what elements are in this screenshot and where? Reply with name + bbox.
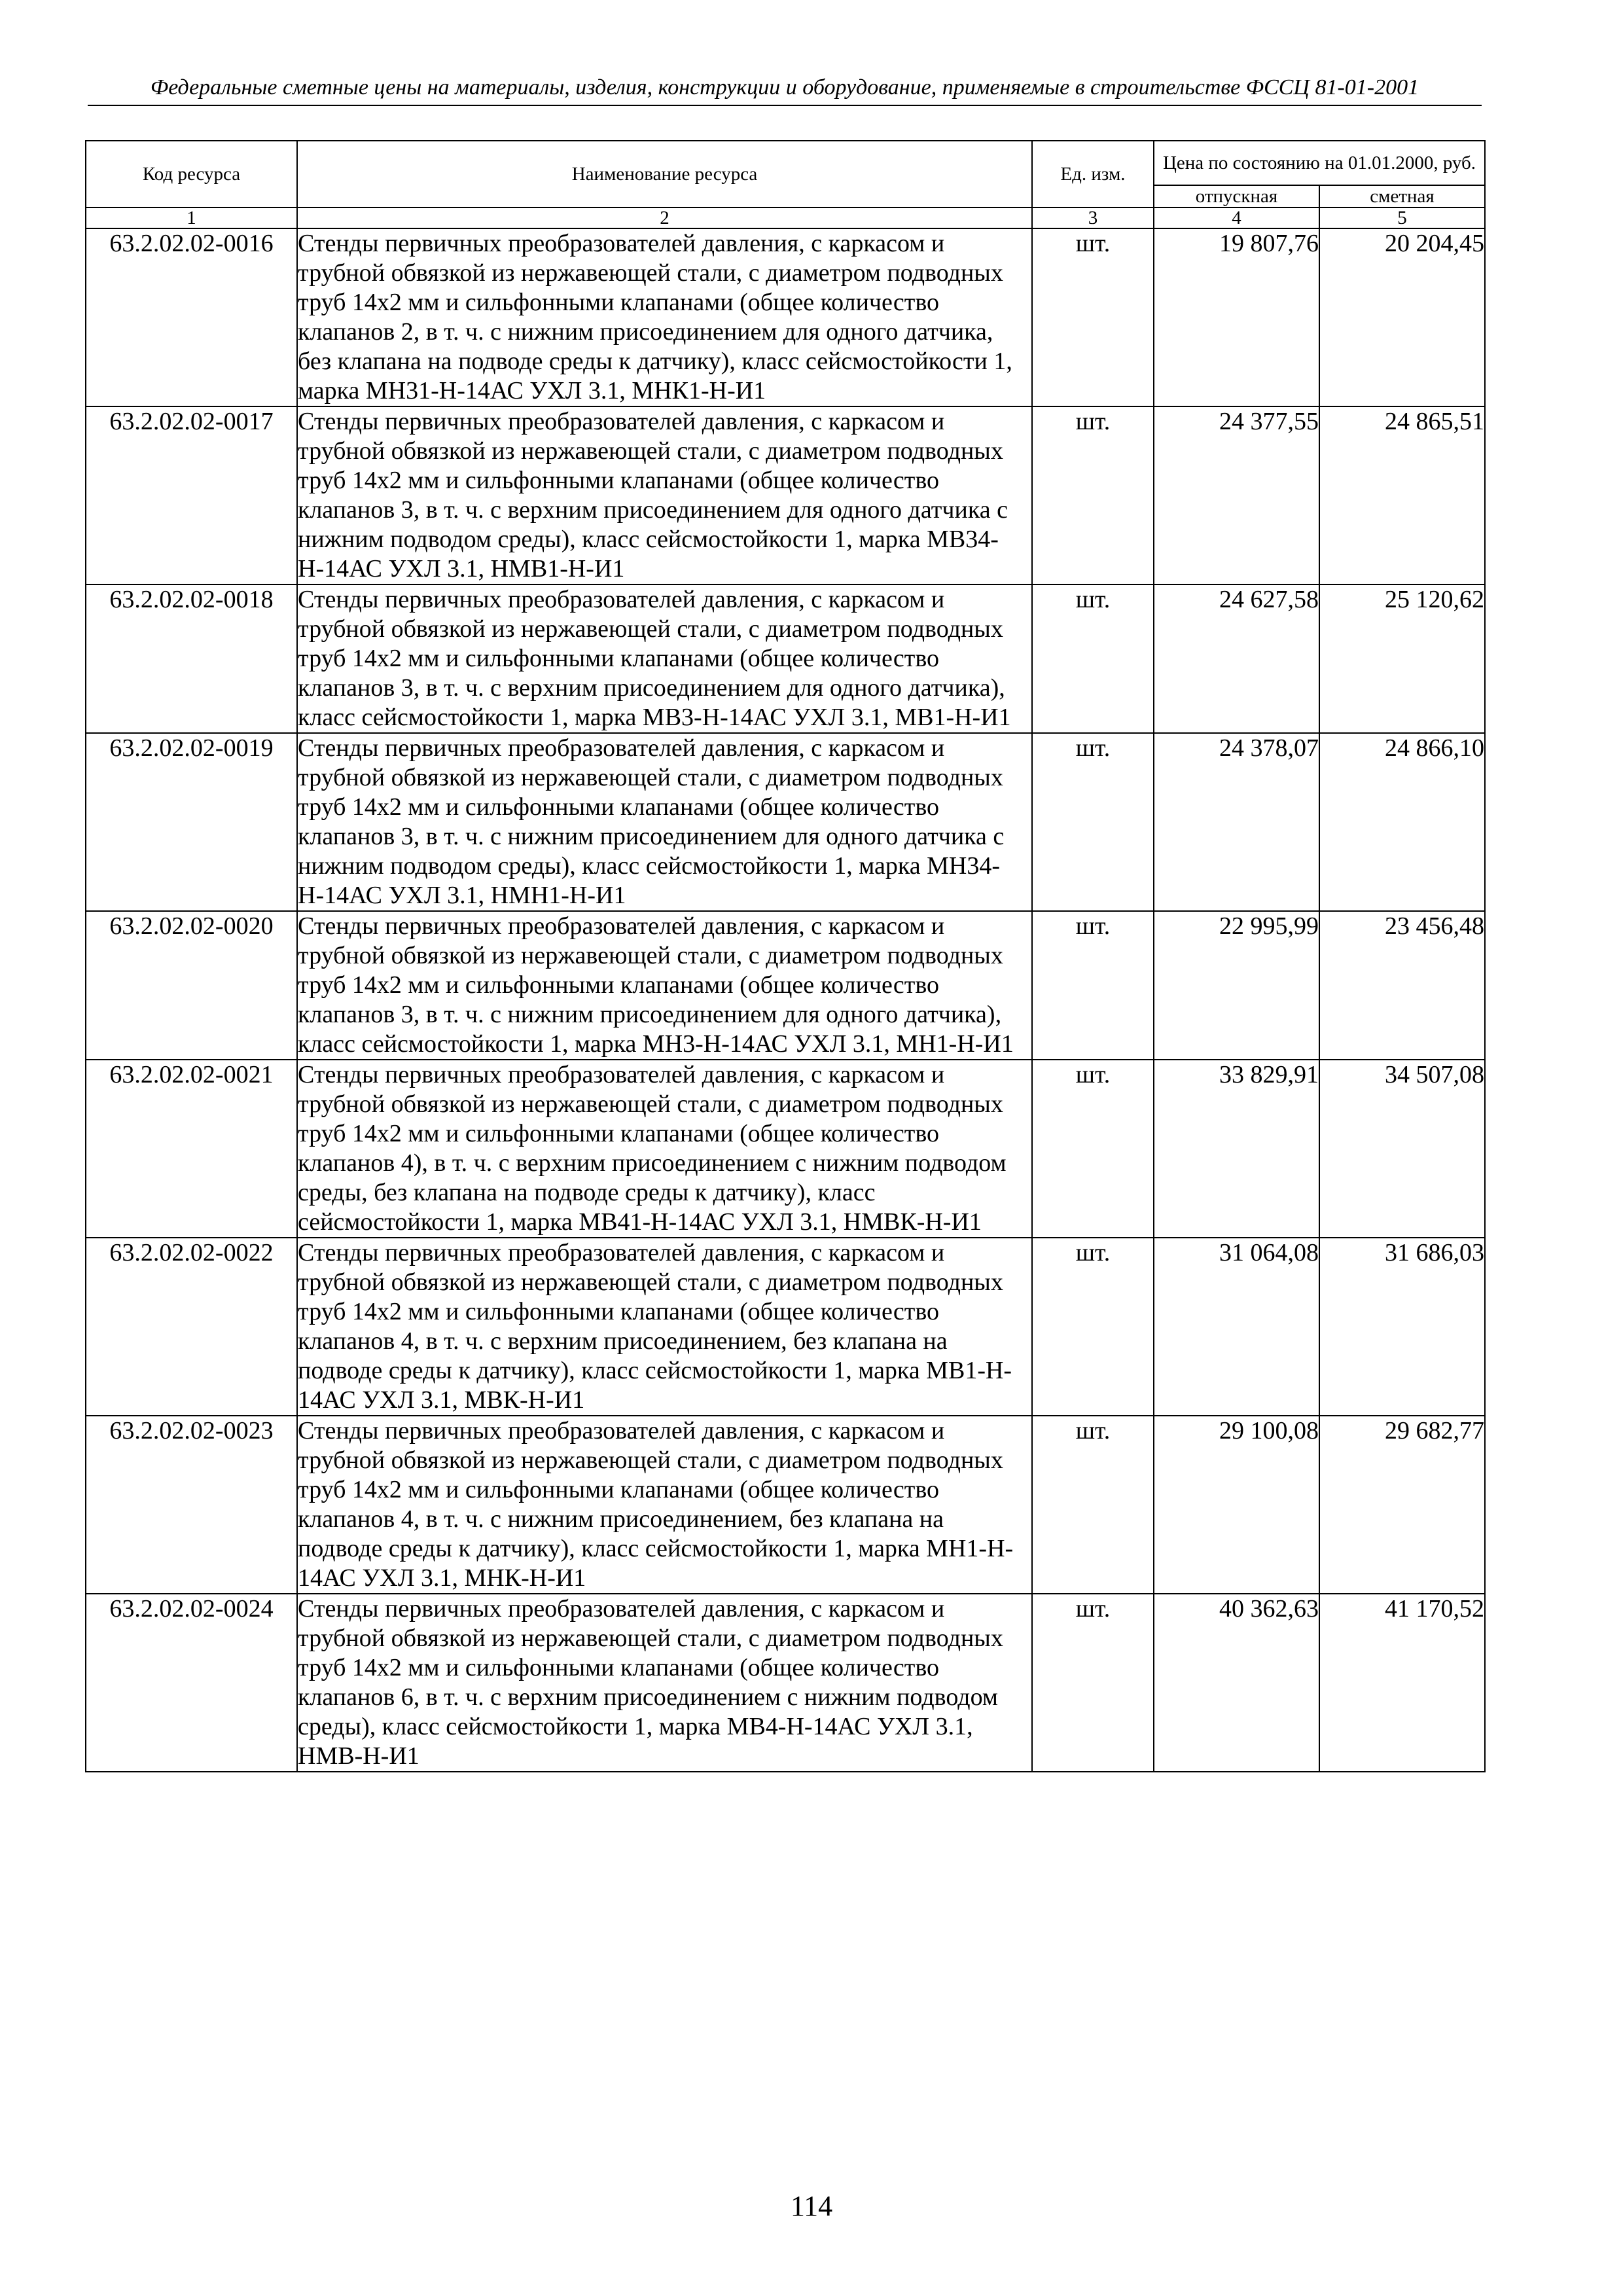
release-price: 40 362,63 <box>1154 1594 1319 1772</box>
resource-code: 63.2.02.02-0022 <box>86 1238 297 1416</box>
resource-name: Стенды первичных преобразователей давления, с каркасом и трубной обвязкой из нержавеющей стали, с диаметром подводных труб 14х2 мм и сильфонными клапанами (общее количество клапанов 6, в т. ч. с верхним присоединением с нижним подводом среды), класс сейсмостойкости 1, марка МВ4-Н-14АС УХЛ 3.1, НМВ-Н-И1 <box>297 1594 1032 1772</box>
column-header-release-price: отпускная <box>1154 185 1319 207</box>
column-header-estimate-price: сметная <box>1319 185 1485 207</box>
estimate-price: 34 507,08 <box>1319 1060 1485 1238</box>
release-price: 24 377,55 <box>1154 406 1319 584</box>
resource-unit: шт. <box>1032 1416 1154 1594</box>
resource-code: 63.2.02.02-0021 <box>86 1060 297 1238</box>
resource-name: Стенды первичных преобразователей давления, с каркасом и трубной обвязкой из нержавеющей стали, с диаметром подводных труб 14х2 мм и сильфонными клапанами (общее количество клапанов 3, в т. ч. с нижним присоединением для одного датчика с нижним подводом среды), класс сейсмостойкости 1, марка МН34- Н-14АС УХЛ 3.1, НМН1-Н-И1 <box>297 733 1032 911</box>
resource-name: Стенды первичных преобразователей давления, с каркасом и трубной обвязкой из нержавеющей стали, с диаметром подводных труб 14х2 мм и сильфонными клапанами (общее количество клапанов 3, в т. ч. с нижним присоединением для одного датчика), класс сейсмостойкости 1, марка МН3-Н-14АС УХЛ 3.1, МН1-Н-И1 <box>297 911 1032 1060</box>
column-number: 5 <box>1319 207 1485 228</box>
estimate-price: 24 866,10 <box>1319 733 1485 911</box>
table-row <box>86 228 1485 406</box>
resource-code: 63.2.02.02-0018 <box>86 584 297 733</box>
resource-code: 63.2.02.02-0016 <box>86 228 297 406</box>
estimate-price: 23 456,48 <box>1319 911 1485 1060</box>
table-row <box>86 911 1485 1060</box>
column-number: 2 <box>297 207 1032 228</box>
resource-unit: шт. <box>1032 228 1154 406</box>
resource-name: Стенды первичных преобразователей давления, с каркасом и трубной обвязкой из нержавеющей стали, с диаметром подводных труб 14х2 мм и сильфонными клапанами (общее количество клапанов 2, в т. ч. с нижним присоединением для одного датчика, без клапана на подводе среды к датчику), класс сейсмостойкости 1, марка МН31-Н-14АС УХЛ 3.1, МНК1-Н-И1 <box>297 228 1032 406</box>
estimate-price: 31 686,03 <box>1319 1238 1485 1416</box>
column-number: 4 <box>1154 207 1319 228</box>
release-price: 19 807,76 <box>1154 228 1319 406</box>
estimate-price: 25 120,62 <box>1319 584 1485 733</box>
table-row <box>86 733 1485 911</box>
resource-name: Стенды первичных преобразователей давления, с каркасом и трубной обвязкой из нержавеющей стали, с диаметром подводных труб 14х2 мм и сильфонными клапанами (общее количество клапанов 4, в т. ч. с нижним присоединением, без клапана на подводе среды к датчику), класс сейсмостойкости 1, марка МН1-Н- 14АС УХЛ 3.1, МНК-Н-И1 <box>297 1416 1032 1594</box>
estimate-price: 24 865,51 <box>1319 406 1485 584</box>
release-price: 29 100,08 <box>1154 1416 1319 1594</box>
table-header <box>86 141 1485 228</box>
resource-name: Стенды первичных преобразователей давления, с каркасом и трубной обвязкой из нержавеющей стали, с диаметром подводных труб 14х2 мм и сильфонными клапанами (общее количество клапанов 3, в т. ч. с верхним присоединением для одного датчика с нижним подводом среды), класс сейсмостойкости 1, марка МВ34- Н-14АС УХЛ 3.1, НМВ1-Н-И1 <box>297 406 1032 584</box>
column-header-code: Код ресурса <box>86 141 297 207</box>
table-body <box>86 228 1485 1772</box>
column-header-price-group: Цена по состоянию на 01.01.2000, руб. <box>1154 141 1485 185</box>
resource-code: 63.2.02.02-0023 <box>86 1416 297 1594</box>
column-header-name: Наименование ресурса <box>297 141 1032 207</box>
resource-unit: шт. <box>1032 1238 1154 1416</box>
resource-unit: шт. <box>1032 1594 1154 1772</box>
resource-unit: шт. <box>1032 911 1154 1060</box>
resource-unit: шт. <box>1032 406 1154 584</box>
resource-code: 63.2.02.02-0020 <box>86 911 297 1060</box>
estimate-price: 20 204,45 <box>1319 228 1485 406</box>
estimate-price: 41 170,52 <box>1319 1594 1485 1772</box>
table-row <box>86 584 1485 733</box>
table-row <box>86 1416 1485 1594</box>
resource-unit: шт. <box>1032 584 1154 733</box>
resource-name: Стенды первичных преобразователей давления, с каркасом и трубной обвязкой из нержавеющей стали, с диаметром подводных труб 14х2 мм и сильфонными клапанами (общее количество клапанов 4), в т. ч. с верхним присоединением с нижним подводом среды, без клапана на подводе среды к датчику), класс сейсмостойкости 1, марка МВ41-Н-14АС УХЛ 3.1, НМВК-Н-И1 <box>297 1060 1032 1238</box>
resource-unit: шт. <box>1032 733 1154 911</box>
resource-name: Стенды первичных преобразователей давления, с каркасом и трубной обвязкой из нержавеющей стали, с диаметром подводных труб 14х2 мм и сильфонными клапанами (общее количество клапанов 3, в т. ч. с верхним присоединением для одного датчика), класс сейсмостойкости 1, марка МВ3-Н-14АС УХЛ 3.1, МВ1-Н-И1 <box>297 584 1032 733</box>
release-price: 33 829,91 <box>1154 1060 1319 1238</box>
table-row <box>86 1060 1485 1238</box>
resource-code: 63.2.02.02-0019 <box>86 733 297 911</box>
column-header-unit: Ед. изм. <box>1032 141 1154 207</box>
release-price: 22 995,99 <box>1154 911 1319 1060</box>
page-number: 114 <box>790 2190 833 2222</box>
resource-code: 63.2.02.02-0024 <box>86 1594 297 1772</box>
release-price: 24 378,07 <box>1154 733 1319 911</box>
release-price: 31 064,08 <box>1154 1238 1319 1416</box>
resource-name: Стенды первичных преобразователей давления, с каркасом и трубной обвязкой из нержавеющей стали, с диаметром подводных труб 14х2 мм и сильфонными клапанами (общее количество клапанов 4, в т. ч. с верхним присоединением, без клапана на подводе среды к датчику), класс сейсмостойкости 1, марка МВ1-Н- 14АС УХЛ 3.1, МВК-Н-И1 <box>297 1238 1032 1416</box>
column-number: 3 <box>1032 207 1154 228</box>
price-table <box>85 140 1486 1772</box>
column-number: 1 <box>86 207 297 228</box>
table-row <box>86 1594 1485 1772</box>
column-number-row <box>86 207 1485 228</box>
estimate-price: 29 682,77 <box>1319 1416 1485 1594</box>
resource-unit: шт. <box>1032 1060 1154 1238</box>
resource-code: 63.2.02.02-0017 <box>86 406 297 584</box>
table-row <box>86 406 1485 584</box>
table-row <box>86 1238 1485 1416</box>
release-price: 24 627,58 <box>1154 584 1319 733</box>
page-header-title: Федеральные сметные цены на материалы, изделия, конструкции и оборудование, применяемые в строительстве ФССЦ 81-01-2001 <box>150 75 1419 99</box>
header-divider <box>88 105 1482 106</box>
